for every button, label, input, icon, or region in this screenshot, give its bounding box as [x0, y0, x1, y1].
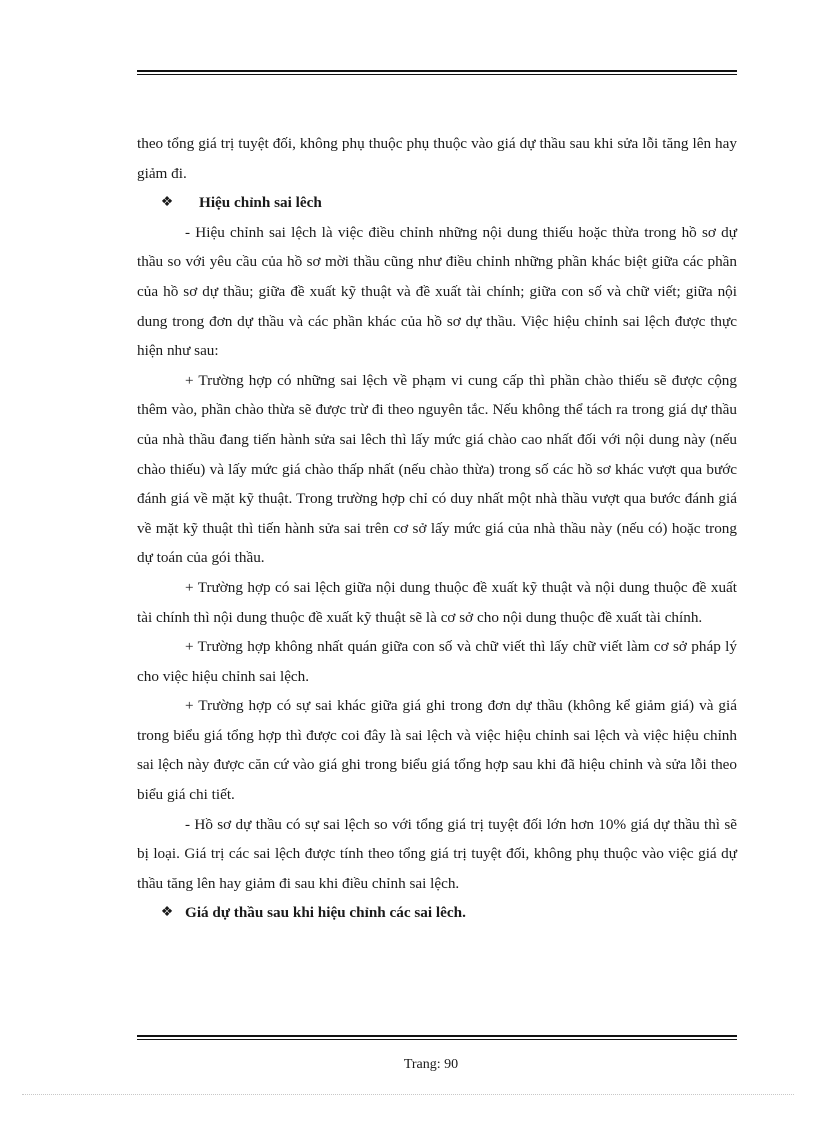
- diamond-bullet-icon: ❖: [160, 905, 174, 921]
- paragraph-numbers-words: + Trường hợp không nhất quán giữa con số và chữ viết thì lấy chữ viết làm cơ sở pháp lý cho việc hiệu chỉnh sai lệch.: [137, 638, 737, 685]
- paragraph-technical-financial: + Trường hợp có sai lệch giữa nội dung thuộc đề xuất kỹ thuật và nội dung thuộc đề xuất tài chính thì nội dung thuộc đề xuất kỹ thuật sẽ là cơ sở cho nội dung thuộc đề xuất tài chính.: [137, 578, 737, 626]
- diamond-bullet-icon: ❖: [160, 195, 174, 211]
- header-rule: [137, 70, 737, 75]
- footer-rule: [137, 1035, 737, 1040]
- page-footer: [0, 1057, 816, 1073]
- page-label: Trang:: [403, 1057, 441, 1072]
- paragraph-scope-deviation: + Trường hợp có những sai lệch về phạm vi cung cấp thì phần chào thiếu sẽ được cộng thêm vào, phần chào thừa sẽ được trừ đi theo nguyên tắc. Nếu không thể tách ra trong giá dự thầu của nhà thầu đang tiến hành sửa sai lêch thì lấy mức giá chào cao nhất đối với nội dung này (nếu chào thiếu) và lấy mức giá chào thấp nhất (nếu chào thừa) trong số các hồ sơ khác vượt qua bước đánh giá về mặt kỹ thuật. Trong trường hợp chỉ có duy nhất một nhà thầu vượt qua bước đánh giá về mặt kỹ thuật thì tiến hành sửa sai trên cơ sở lấy mức giá của nhà thầu này (nếu có) hoặc trong dự toán của gói thầu.: [137, 371, 737, 567]
- page-number: 90: [444, 1057, 459, 1072]
- paragraph-price-difference: + Trường hợp có sự sai khác giữa giá ghi trong đơn dự thầu (không kể giảm giá) và giá trong biểu giá tổng hợp thì được coi đây là sai lệch và việc hiệu chỉnh sai lệch và việc hiệu chỉnh sai lệch này được căn cứ vào giá ghi trong biểu giá tổng hợp sau khi đã hiệu chỉnh và sửa lỗi theo biểu giá chi tiết.: [137, 697, 737, 804]
- section-heading-hieu-chinh: [137, 188, 737, 218]
- paragraph-definition: - Hiệu chỉnh sai lệch là việc điều chỉnh những nội dung thiếu hoặc thừa trong hồ sơ dự thầu so với yêu cầu của hồ sơ mời thầu cũng như điều chỉnh những phần khác biệt giữa các phần của hồ sơ dự thầu; giữa đề xuất kỹ thuật và đề xuất tài chính; giữa con số và chữ viết; giữa nội dung trong đơn dự thầu và các phần khác của hồ sơ dự thầu. Việc hiệu chỉnh sai lệch được thực hiện như sau:: [137, 223, 737, 360]
- section-heading-text: Hiệu chỉnh sai lêch: [199, 194, 322, 212]
- section-heading-text: Giá dự thầu sau khi hiệu chỉnh các sai lêch.: [185, 904, 466, 922]
- document-body: [137, 129, 737, 928]
- page-boundary-line: [22, 1094, 794, 1095]
- paragraph-disqualification: - Hồ sơ dự thầu có sự sai lệch so với tổng giá trị tuyệt đối lớn hơn 10% giá dự thầu thì sẽ bị loại. Giá trị các sai lệch được tính theo tổng giá trị tuyệt đối, không phụ thuộc vào việc giá dự thầu tăng lên hay giảm đi sau khi điều chỉnh sai lệch.: [137, 815, 737, 892]
- paragraph-continuation: theo tổng giá trị tuyệt đối, không phụ thuộc phụ thuộc vào giá dự thầu sau khi sửa lỗi tăng lên hay giảm đi.: [137, 135, 737, 182]
- section-heading-gia-du-thau: [137, 898, 737, 928]
